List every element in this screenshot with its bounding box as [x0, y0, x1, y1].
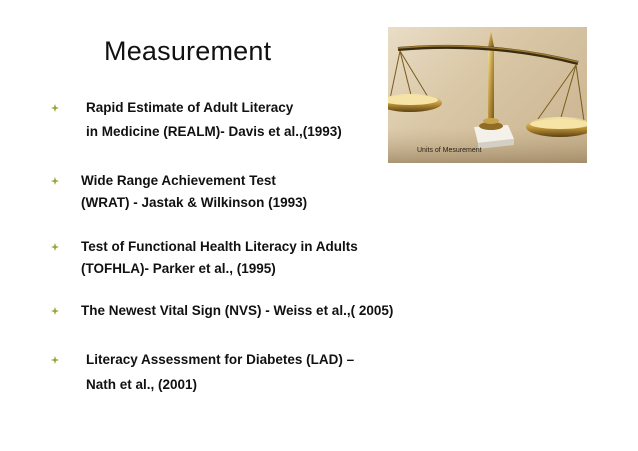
bullet-text-line: in Medicine (REALM)- Davis et al.,(1993)	[86, 124, 342, 139]
diamond-bullet-icon	[48, 236, 62, 258]
scale-photo	[388, 27, 587, 163]
bullet-text-line: The Newest Vital Sign (NVS) - Weiss et al.,( 2005)	[81, 303, 394, 318]
bullet-text-line: Nath et al., (2001)	[86, 377, 198, 392]
balance-scale-icon	[388, 27, 587, 163]
photo-caption: Units of Mesurement	[417, 147, 482, 154]
bullet-text-line: (TOFHLA)- Parker et al., (1995)	[81, 261, 276, 276]
bullet-text-line: (WRAT) - Jastak & Wilkinson (1993)	[81, 195, 308, 210]
diamond-bullet-icon	[48, 170, 62, 192]
bullet-text-line: Rapid Estimate of Adult Literacy	[86, 100, 294, 115]
diamond-bullet-icon	[48, 97, 62, 119]
slide-title: Measurement	[104, 36, 272, 66]
bullet-text-line: Literacy Assessment for Diabetes (LAD) –	[86, 352, 355, 367]
diamond-bullet-icon	[48, 300, 62, 322]
bullet-text-line: Wide Range Achievement Test	[81, 173, 276, 188]
bullet-text-line: Test of Functional Health Literacy in Adults	[81, 239, 358, 254]
diamond-bullet-icon	[48, 349, 62, 371]
